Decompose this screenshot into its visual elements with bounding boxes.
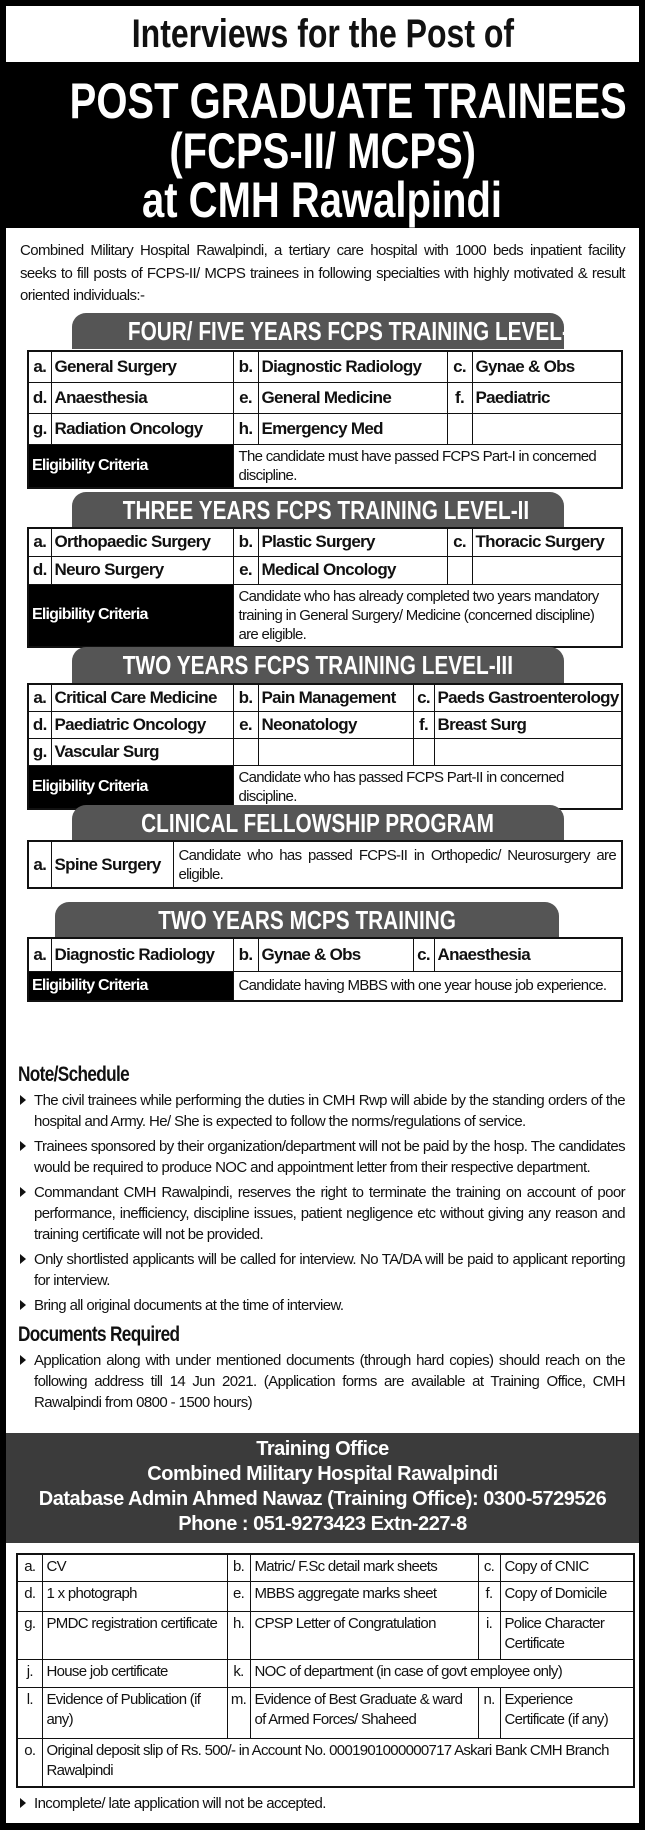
eligibility-label-text: Eligibility Criteria <box>32 456 148 474</box>
item-letter: h. <box>227 1611 250 1659</box>
item-letter: f. <box>447 382 472 413</box>
section-tab-1 <box>72 313 575 349</box>
item-letter <box>447 413 472 444</box>
document-name: CPSP Letter of Congratulation <box>250 1611 478 1659</box>
note-text: Only shortlisted applicants will be called for interview. No TA/DA will be paid to applicant reporting for interview. <box>34 1251 625 1289</box>
note-item <box>20 1249 625 1291</box>
item-letter: g. <box>28 413 51 444</box>
contact-line-1: Training Office <box>256 1438 389 1460</box>
section-tab-5 <box>55 902 559 938</box>
eligibility-label <box>28 444 233 488</box>
specialty-name: Diagnostic Radiology <box>51 938 233 971</box>
specialty-name <box>434 738 622 765</box>
specialty-name: General Surgery <box>51 351 233 382</box>
note-item <box>20 1182 625 1245</box>
note-text: The civil trainees while performing the duties in CMH Rwp will abide by the standing orders of the hospital and Army. He/ She is expected to follow the norms/regulations of service. <box>34 1092 625 1130</box>
item-letter: a. <box>28 938 51 971</box>
eligibility-text: Candidate who has passed FCPS Part-II in concerned discipline. <box>233 765 622 809</box>
section-table-2 <box>27 527 623 648</box>
item-letter: h. <box>233 413 258 444</box>
document-name: CV <box>42 1554 227 1581</box>
section-tab-3 <box>72 647 564 683</box>
specialty-name: Medical Oncology <box>258 556 447 584</box>
header-line-4: at CMH Rawalpindi <box>142 172 503 228</box>
specialty-name: Breast Surg <box>434 711 622 738</box>
table-row <box>17 1554 634 1581</box>
specialty-name: Gynae & Obs <box>258 938 413 971</box>
specialty-name: Emergency Med <box>258 413 447 444</box>
eligibility-label-text: Eligibility Criteria <box>32 777 148 795</box>
bullet-icon <box>20 1141 26 1151</box>
eligibility-text: Candidate who has passed FCPS-II in Orthopedic/ Neurosurgery are eligible. <box>173 841 622 888</box>
eligibility-label <box>28 971 233 1001</box>
item-letter: b. <box>233 528 258 556</box>
table-row <box>28 684 622 711</box>
eligibility-row <box>28 444 622 488</box>
document-name: House job certificate <box>42 1659 227 1687</box>
table-row <box>28 528 622 556</box>
contact-line-4: Phone : 051-9273423 Extn-227-8 <box>178 1513 467 1535</box>
item-letter: c. <box>413 938 434 971</box>
section-title: TWO YEARS FCPS TRAINING LEVEL-III <box>122 650 514 680</box>
specialty-name: Critical Care Medicine <box>51 684 233 711</box>
specialty-name: General Medicine <box>258 382 447 413</box>
documents-instruction: Application along with under mentioned documents (through hard copies) should reach on the following address till 14 Jun 2021. (Application forms are available at Training Office, CMH Rawalpindi from 0800 - 1500 hours) <box>20 1350 625 1413</box>
specialty-name: Pain Management <box>258 684 413 711</box>
specialty-name: Paeds Gastroenterology <box>434 684 622 711</box>
intro-paragraph: Combined Military Hospital Rawalpindi, a tertiary care hospital with 1000 beds inpatient facility seeks to fill posts of FCPS-II/ MCPS trainees in following specialties with highly motivated & result oriented individuals:- <box>20 242 625 304</box>
specialty-name: Diagnostic Radiology <box>258 351 447 382</box>
document-name: 1 x photograph <box>42 1581 227 1611</box>
header-line-2: POST GRADUATE TRAINEES <box>69 73 627 129</box>
item-letter: e. <box>233 556 258 584</box>
item-letter: a. <box>28 351 51 382</box>
item-letter: e. <box>233 382 258 413</box>
document-name: Original deposit slip of Rs. 500/- in Account No. 0001901000000717 Askari Bank CMH Branch Rawalpindi <box>42 1738 634 1787</box>
contact-line-3: Database Admin Ahmed Nawaz (Training Office): 0300-5729526 <box>38 1488 607 1510</box>
bullet-icon <box>20 1355 26 1365</box>
item-letter: a. <box>28 841 51 888</box>
table-row <box>28 351 622 382</box>
item-letter: e. <box>227 1581 250 1611</box>
section-table-5 <box>27 937 623 1002</box>
eligibility-text: Candidate having MBBS with one year house job experience. <box>233 971 622 1001</box>
table-row <box>17 1581 634 1611</box>
eligibility-label-text: Eligibility Criteria <box>32 606 148 623</box>
table-row <box>28 738 622 765</box>
item-letter: b. <box>233 938 258 971</box>
section-title: THREE YEARS FCPS TRAINING LEVEL-II <box>122 495 530 525</box>
item-letter: a. <box>28 528 51 556</box>
document-name: Evidence of Best Graduate & ward of Armed Forces/ Shaheed <box>250 1687 478 1738</box>
bullet-icon <box>20 1254 26 1264</box>
item-letter: i. <box>478 1611 500 1659</box>
section-table-3 <box>27 683 623 810</box>
item-letter: o. <box>17 1738 42 1787</box>
document-name: Police Character Certificate <box>500 1611 634 1659</box>
section-title: TWO YEARS MCPS TRAINING <box>158 905 456 935</box>
section-table-4 <box>27 840 623 889</box>
table-row <box>17 1738 634 1787</box>
eligibility-label <box>28 765 233 809</box>
document-name: PMDC registration certificate <box>42 1611 227 1659</box>
item-letter: k. <box>227 1659 250 1687</box>
item-letter: f. <box>478 1581 500 1611</box>
specialty-name: Neonatology <box>258 711 413 738</box>
note-text: Bring all original documents at the time of interview. <box>34 1297 344 1314</box>
documents-heading: Documents Required <box>18 1323 180 1346</box>
specialty-name: Paediatric Oncology <box>51 711 233 738</box>
item-letter: a. <box>28 684 51 711</box>
note-text: Commandant CMH Rawalpindi, reserves the right to terminate the training on account of poor performance, inefficiency, discipline issues, patient negligence etc without giving any reason and training certificate will not be provided. <box>34 1184 625 1243</box>
note-item <box>20 1136 625 1178</box>
contact-band <box>6 1433 639 1543</box>
eligibility-text: The candidate must have passed FCPS Part-I in concerned discipline. <box>233 444 622 488</box>
specialty-name: Thoracic Surgery <box>472 528 622 556</box>
specialty-name: Vascular Surg <box>51 738 233 765</box>
item-letter: c. <box>447 528 472 556</box>
specialty-name <box>472 556 622 584</box>
item-letter: d. <box>28 711 51 738</box>
specialty-name: Neuro Surgery <box>51 556 233 584</box>
item-letter: b. <box>233 684 258 711</box>
specialty-name: Anaesthesia <box>51 382 233 413</box>
document-name: NOC of department (in case of govt employee only) <box>250 1659 634 1687</box>
notes-and-documents <box>18 1062 625 1417</box>
item-letter <box>413 738 434 765</box>
specialty-name <box>258 738 413 765</box>
item-letter: n. <box>478 1687 500 1738</box>
table-row <box>28 711 622 738</box>
section-tab-2 <box>72 492 564 528</box>
note-text: Trainees sponsored by their organization/department will not be paid by the hosp. The candidates would be required to produce NOC and appointment letter from their respective department. <box>34 1138 625 1176</box>
item-letter: d. <box>28 556 51 584</box>
specialty-name: Orthopaedic Surgery <box>51 528 233 556</box>
specialty-name: Radiation Oncology <box>51 413 233 444</box>
bullet-icon <box>20 1187 26 1197</box>
item-letter: a. <box>17 1554 42 1581</box>
document-name: Copy of CNIC <box>500 1554 634 1581</box>
section-title: FOUR/ FIVE YEARS FCPS TRAINING LEVEL-I <box>127 316 575 346</box>
document-name: Experience Certificate (if any) <box>500 1687 634 1738</box>
bullet-icon <box>20 1300 26 1310</box>
item-letter: g. <box>28 738 51 765</box>
note-item <box>20 1295 625 1316</box>
eligibility-row <box>28 584 622 647</box>
note-item <box>20 1090 625 1132</box>
specialty-name: Anaesthesia <box>434 938 622 971</box>
item-letter <box>447 556 472 584</box>
eligibility-label-text: Eligibility Criteria <box>32 976 148 994</box>
item-letter: m. <box>227 1687 250 1738</box>
specialty-name: Plastic Surgery <box>258 528 447 556</box>
item-letter <box>233 738 258 765</box>
section-table-1 <box>27 350 623 489</box>
eligibility-text: Candidate who has already completed two years mandatory training in General Surgery/ Medicine (concerned discipline) are eligible. <box>233 584 622 647</box>
bullet-icon <box>20 1798 26 1808</box>
contact-line-2: Combined Military Hospital Rawalpindi <box>147 1463 498 1485</box>
specialty-name: Spine Surgery <box>51 841 173 888</box>
item-letter: j. <box>17 1659 42 1687</box>
documents-footer-note: Incomplete/ late application will not be accepted. <box>20 1793 625 1814</box>
item-letter: f. <box>413 711 434 738</box>
item-letter: b. <box>227 1554 250 1581</box>
item-letter: d. <box>28 382 51 413</box>
eligibility-row <box>28 971 622 1001</box>
document-name: Matric/ F.Sc detail mark sheets <box>250 1554 478 1581</box>
specialty-name <box>472 413 622 444</box>
specialty-name: Gynae & Obs <box>472 351 622 382</box>
notes-heading: Note/Schedule <box>18 1063 130 1086</box>
item-letter: d. <box>17 1581 42 1611</box>
document-name: Evidence of Publication (if any) <box>42 1687 227 1738</box>
section-title: CLINICAL FELLOWSHIP PROGRAM <box>141 808 495 838</box>
table-row <box>28 556 622 584</box>
item-letter: c. <box>478 1554 500 1581</box>
section-tab-4 <box>72 805 564 841</box>
item-letter: l. <box>17 1687 42 1738</box>
item-letter: g. <box>17 1611 42 1659</box>
header-top-box <box>6 6 639 62</box>
item-letter: b. <box>233 351 258 382</box>
documents-table <box>16 1553 635 1788</box>
table-row <box>17 1659 634 1687</box>
item-letter: c. <box>413 684 434 711</box>
item-letter: c. <box>447 351 472 382</box>
table-row <box>28 938 622 971</box>
bullet-icon <box>20 1095 26 1105</box>
table-row <box>17 1687 634 1738</box>
specialty-name: Paediatric <box>472 382 622 413</box>
document-name: Copy of Domicile <box>500 1581 634 1611</box>
item-letter: e. <box>233 711 258 738</box>
header-line-3: (FCPS-II/ MCPS) <box>169 123 476 179</box>
table-row <box>17 1611 634 1659</box>
header-line-1: Interviews for the Post of <box>131 12 514 56</box>
document-name: MBBS aggregate marks sheet <box>250 1581 478 1611</box>
table-row <box>28 413 622 444</box>
eligibility-label <box>28 584 233 647</box>
table-row <box>28 841 622 888</box>
eligibility-row <box>28 765 622 809</box>
table-row <box>28 382 622 413</box>
